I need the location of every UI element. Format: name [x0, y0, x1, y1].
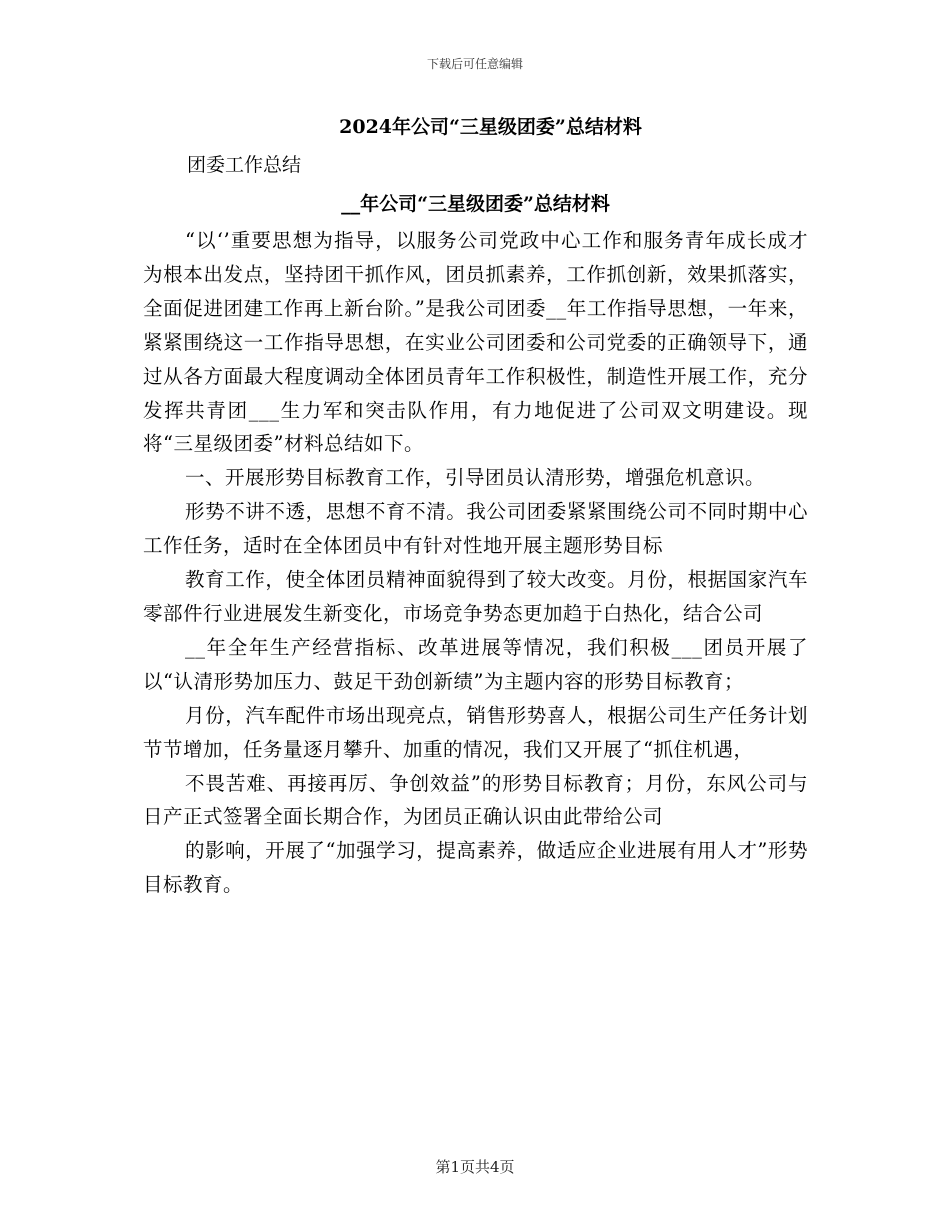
paragraph-body: 不畏苦难、再接再厉、争创效益”的形势目标教育；月份，东风公司与日产正式签署全面长期合作，为团员正确认识由此带给公司 — [143, 771, 808, 829]
document-subheading: 团委工作总结 — [187, 154, 302, 176]
paragraph-body: 的影响，开展了“加强学习，提高素养，做适应企业进展有用人才”形势目标教育。 — [143, 839, 808, 897]
document-title: 2024年公司“三星级团委”总结材料 — [339, 116, 642, 138]
document-body — [143, 108, 808, 902]
paragraph-intro: “以‘’重要思想为指导，以服务公司党政中心工作和服务青年成长成才为根本出发点，坚持团干抓作风，团员抓素养，工作抓创新，效果抓落实，全面促进团建工作再上新台阶。”是我公司团委__年工作指导思想，一年来，紧紧围绕这一工作指导思想，在实业公司团委和公司党委的正确领导下，通过从各方面最大程度调动全体团员青年工作积极性，制造性开展工作，充分发挥共青团___生力军和突击队作用，有力地促进了公司双文明建设。现将“三星级团委”材料总结如下。 — [143, 229, 808, 456]
paragraph-body: 形势不讲不透，思想不育不清。我公司团委紧紧围绕公司不同时期中心工作任务，适时在全体团员中有针对性地开展主题形势目标 — [143, 500, 808, 558]
paragraph-section-heading: 一、开展形势目标教育工作，引导团员认清形势，增强危机意识。 — [185, 466, 766, 490]
page-footer-page-number: 第1页共4页 — [435, 1158, 515, 1176]
paragraph-body: 月份，汽车配件市场出现亮点，销售形势喜人，根据公司生产任务计划节节增加，任务量逐月攀升、加重的情况，我们又开展了“抓住机遇， — [143, 703, 808, 761]
paragraph-body: 教育工作，使全体团员精神面貌得到了较大改变。月份，根据国家汽车零部件行业进展发生新变化，市场竞争势态更加趋于白热化，结合公司 — [143, 568, 808, 625]
page-header-note: 下载后可任意编辑 — [426, 57, 523, 71]
document-secondary-title: __年公司“三星级团委”总结材料 — [341, 193, 610, 215]
paragraph-body: __年全年生产经营指标、改革进展等情况，我们积极___团员开展了以“认清形势加压力、鼓足干劲创新绩”为主题内容的形势目标教育； — [143, 635, 808, 693]
